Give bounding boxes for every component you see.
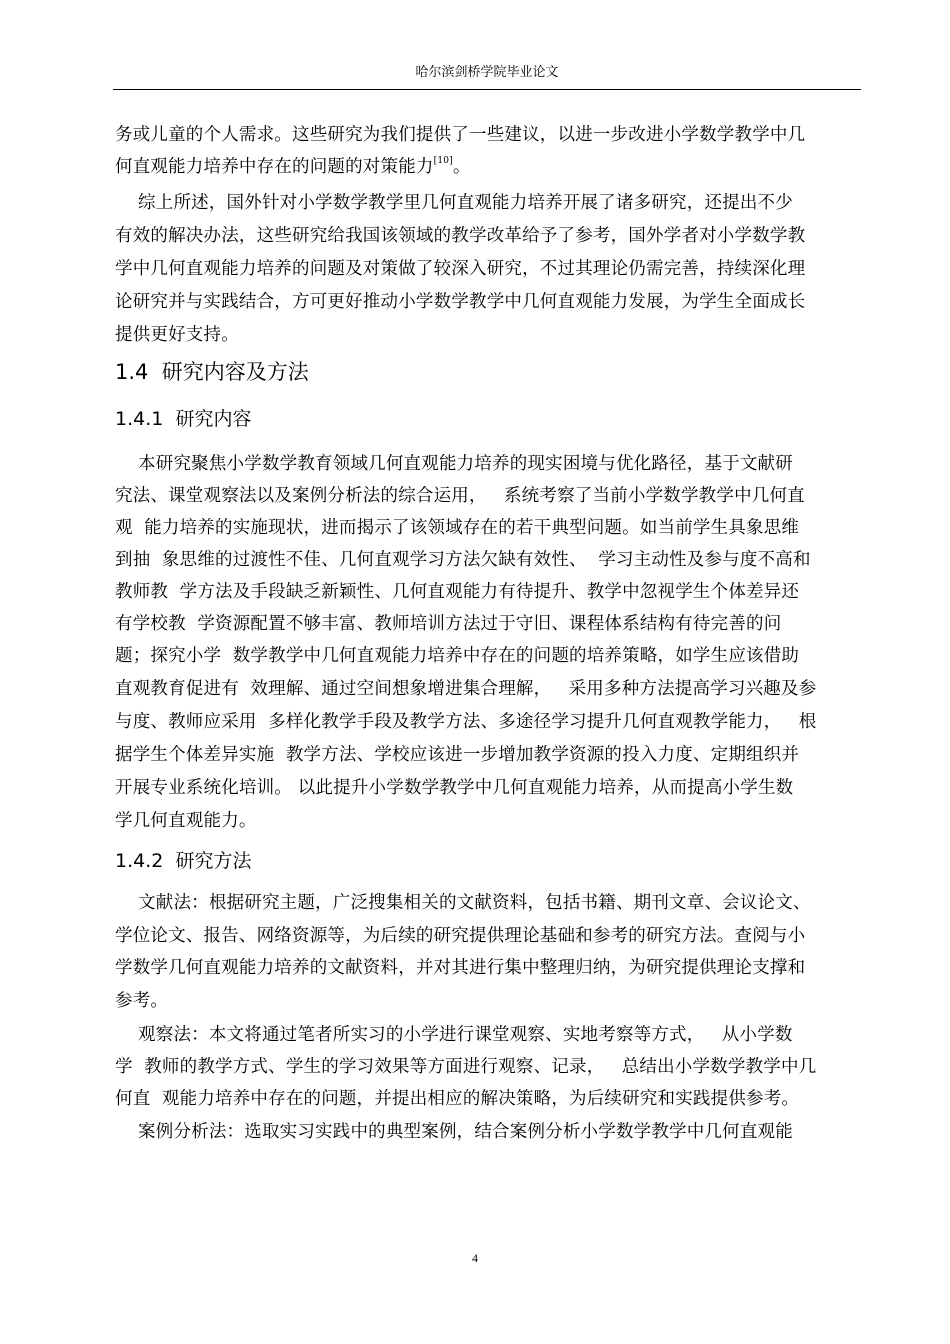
text-line: 参考。 <box>115 991 169 1011</box>
text-fragment: 。 <box>452 157 471 177</box>
text-line: 论研究并与实践结合，方可更好推动小学数学教学中几何直观能力发展，为学生全面成长 <box>115 292 806 312</box>
section-title: 研究内容及方法 <box>161 360 309 384</box>
text-line: 有效的解决办法，这些研究给我国该领域的教学改革给予了参考，国外学者对小学数学教 <box>115 226 806 246</box>
subsection-heading <box>115 850 251 872</box>
section-heading <box>115 360 309 384</box>
subsection-heading <box>115 408 251 430</box>
text-line: 学位论文、报告、网络资源等，为后续的研究提供理论基础和参考的研究方法。查阅与小 <box>115 926 806 946</box>
text-line: 何直 观能力培养中存在的问题，并提出相应的解决策略，为后续研究和实践提供参考。 <box>115 1089 800 1109</box>
text-line: 观察法：本文将通过笔者所实习的小学进行课堂观察、实地考察等方式， 从小学数 <box>115 1025 793 1045</box>
running-header-title: 哈尔滨剑桥学院毕业论文 <box>415 65 559 80</box>
page-number: 4 <box>472 1251 478 1265</box>
subsection-title: 研究方法 <box>175 850 252 872</box>
text-line: 提供更好支持。 <box>115 325 239 345</box>
text-line: 学 教师的教学方式、学生的学习效果等方面进行观察、记录， 总结出小学数学教学中几 <box>115 1057 817 1077</box>
text-line: 观 能力培养的实施现状，进而揭示了该领域存在的若干典型问题。如当前学生具象思维 <box>115 518 800 538</box>
text-line: 教师教 学方法及手段缺乏新颖性、几何直观能力有待提升、教学中忽视学生个体差异还 <box>115 582 800 602</box>
text-line: 文献法：根据研究主题，广泛搜集相关的文献资料，包括书籍、期刊文章、会议论文、 <box>115 893 811 913</box>
text-line <box>115 157 471 177</box>
text-line: 开展专业系统化培训。 以此提升小学数学教学中几何直观能力培养，从而提高小学生数 <box>115 778 794 798</box>
subsection-title: 研究内容 <box>175 408 252 430</box>
text-line: 学几何直观能力。 <box>115 811 257 831</box>
text-line: 学数学几何直观能力培养的文献资料，并对其进行集中整理归纳，为研究提供理论支撑和 <box>115 958 806 978</box>
text-line: 务或儿童的个人需求。这些研究为我们提供了一些建议，以进一步改进小学数学教学中几 <box>115 125 806 145</box>
citation-marker: [10] <box>433 156 453 166</box>
text-line: 案例分析法：选取实习实践中的典型案例，结合案例分析小学数学教学中几何直观能 <box>115 1122 793 1142</box>
text-line: 题；探究小学 数学教学中几何直观能力培养中存在的问题的培养策略，如学生应该借助 <box>115 646 800 666</box>
text-line: 与度、教师应采用 多样化教学手段及教学方法、多途径学习提升几何直观教学能力， 根 <box>115 712 817 732</box>
running-header <box>113 63 861 90</box>
text-fragment: 何直观能力培养中存在的问题的对策能力 <box>115 157 434 177</box>
text-line: 有学校教 学资源配置不够丰富、教师培训方法过于守旧、课程体系结构有待完善的问 <box>115 614 782 634</box>
text-line: 直观教育促进有 效理解、通过空间想象增进集合理解， 采用多种方法提高学习兴趣及参 <box>115 679 817 699</box>
text-line: 本研究聚焦小学数学教育领域几何直观能力培养的现实困境与优化路径，基于文献研 <box>115 454 793 474</box>
section-number: 1.4 <box>115 360 149 384</box>
text-line: 综上所述，国外针对小学数学教学里几何直观能力培养开展了诸多研究，还提出不少 <box>115 193 793 213</box>
text-line: 到抽 象思维的过渡性不佳、几何直观学习方法欠缺有效性、 学习主动性及参与度不高和 <box>115 550 811 570</box>
text-line: 学中几何直观能力培养的问题及对策做了较深入研究，不过其理论仍需完善，持续深化理 <box>115 259 806 279</box>
text-line: 据学生个体差异实施 教学方法、学校应该进一步增加教学资源的投入力度、定期组织并 <box>115 745 800 765</box>
subsection-number: 1.4.2 <box>115 850 164 872</box>
subsection-number: 1.4.1 <box>115 408 164 430</box>
text-line: 究法、课堂观察法以及案例分析法的综合运用， 系统考察了当前小学数学教学中几何直 <box>115 486 805 506</box>
